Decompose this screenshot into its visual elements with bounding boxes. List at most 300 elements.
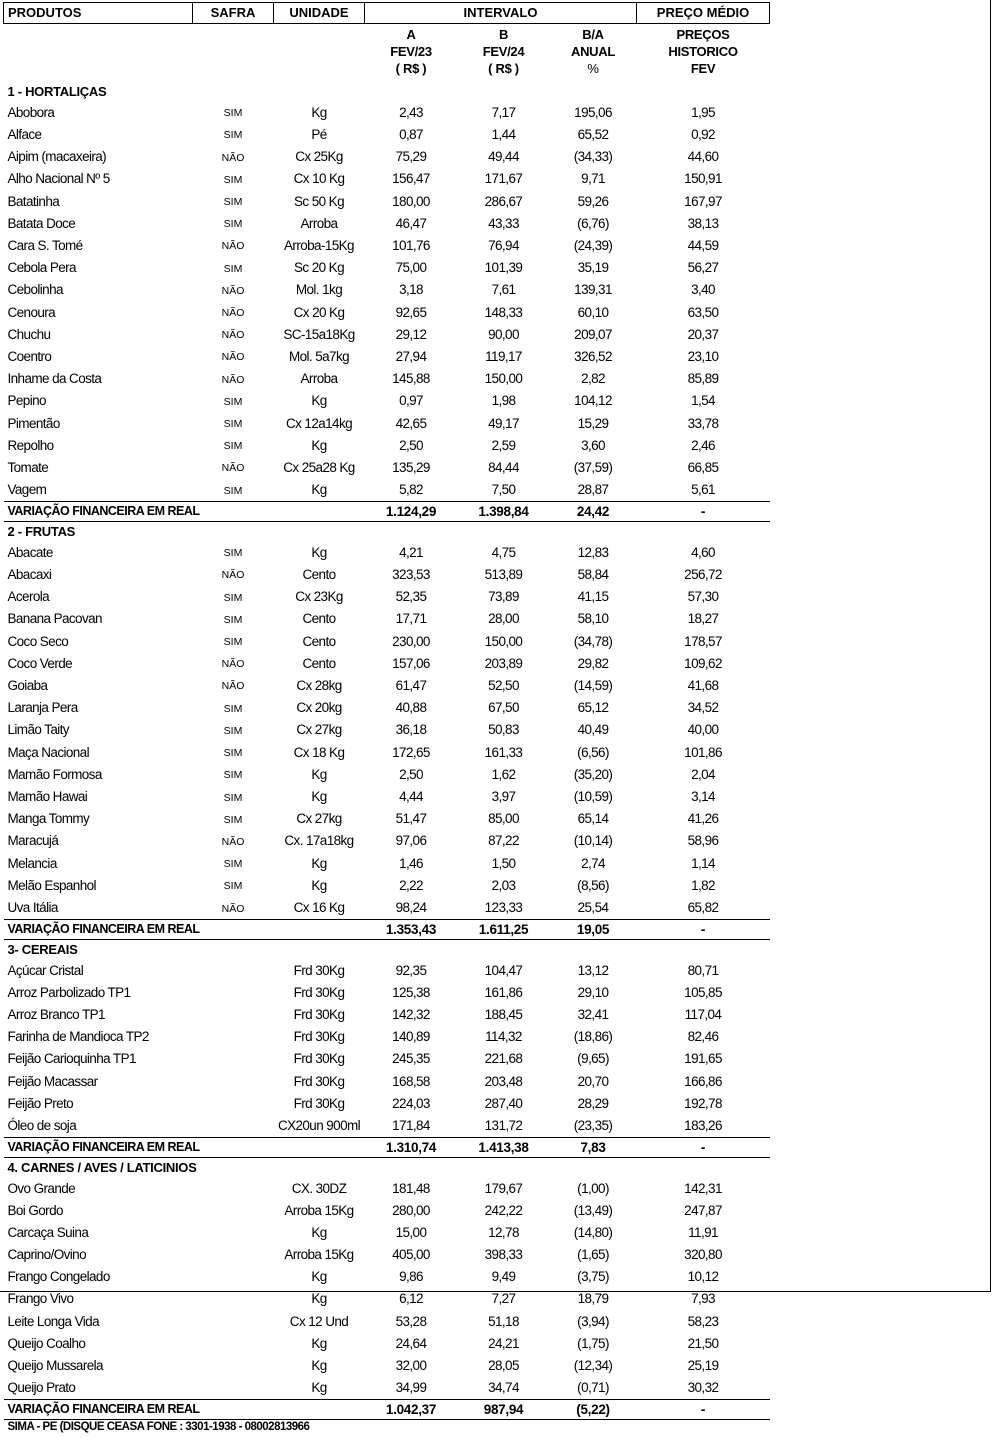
safra-value <box>193 1244 274 1266</box>
historic-price: 105,85 <box>684 984 722 1000</box>
footer-source: SIMA - PE (DISQUE CEASA FONE : 3301-1938 - 08002813966 <box>7 1421 310 1434</box>
historic-price: 41,68 <box>687 677 719 693</box>
price-b: 4,75 <box>491 544 516 560</box>
product-name: Chuchu <box>7 326 51 342</box>
price-a: 0,97 <box>399 393 423 409</box>
historic-price: 4,60 <box>691 544 715 560</box>
annual-variation: (9,65) <box>577 1051 609 1067</box>
price-a: 34,99 <box>395 1380 427 1396</box>
unit-value: Cx 12a14kg <box>285 415 353 431</box>
annual-variation: 28,87 <box>577 482 609 498</box>
safra-value <box>193 1004 274 1026</box>
safra-value: NÃO <box>221 240 245 253</box>
section-title: 1 - HORTALIÇAS <box>7 84 107 99</box>
annual-variation: 18,79 <box>577 1291 609 1307</box>
total-label: VARIAÇÃO FINANCEIRA EM REAL <box>4 1137 365 1157</box>
price-a: 5,82 <box>399 482 423 498</box>
price-a: 323,53 <box>392 566 430 582</box>
historic-price: 33,78 <box>687 415 719 431</box>
total-price-a: 1.124,29 <box>365 501 458 521</box>
product-name: Pepino <box>7 393 46 409</box>
price-b: 161,33 <box>484 744 523 760</box>
price-b: 101,39 <box>484 260 523 276</box>
historic-price: 80,71 <box>687 962 719 978</box>
product-name: Limão Taity <box>7 722 69 738</box>
unit-value: Frd 30Kg <box>293 962 345 978</box>
product-name: Coentro <box>7 348 52 364</box>
safra-value: NÃO <box>221 835 245 848</box>
unit-value: Frd 30Kg <box>293 1051 345 1067</box>
section-header <box>4 1157 770 1177</box>
safra-value: SIM <box>223 724 243 737</box>
price-a: 405,00 <box>392 1247 430 1263</box>
annual-variation: (6,76) <box>577 215 609 231</box>
col-b-period: FEV/24 <box>482 44 525 59</box>
safra-value: SIM <box>223 547 243 560</box>
unit-value: Cx 25a28 Kg <box>283 459 355 475</box>
product-name: Mamão Formosa <box>7 766 102 782</box>
annual-variation: 326,52 <box>574 348 612 364</box>
price-b: 24,21 <box>488 1335 519 1351</box>
header-produtos: PRODUTOS <box>4 3 193 24</box>
price-a: 140,89 <box>392 1029 430 1045</box>
price-b: 398,33 <box>484 1247 523 1263</box>
safra-value: NÃO <box>221 658 245 671</box>
price-b: 221,68 <box>484 1051 523 1067</box>
unit-value: Kg <box>311 104 327 120</box>
historic-price: 30,32 <box>687 1380 719 1396</box>
table-row <box>4 323 770 345</box>
price-a: 145,88 <box>392 371 430 387</box>
product-name: Laranja Pera <box>7 700 78 716</box>
price-a: 27,94 <box>395 348 427 364</box>
total-price-a: 1.353,43 <box>365 919 458 939</box>
total-annual-variation: 7,83 <box>550 1137 637 1157</box>
table-row <box>4 652 770 674</box>
historic-price: 20,37 <box>687 326 719 342</box>
safra-value <box>193 1070 274 1092</box>
section-title: 2 - FRUTAS <box>7 524 76 540</box>
safra-value: SIM <box>223 880 243 893</box>
unit-value: Arroba 15Kg <box>284 1247 354 1263</box>
price-b: 76,94 <box>488 237 519 253</box>
price-a: 2,43 <box>399 104 423 120</box>
section-title: 4. CARNES / AVES / LATICINIOS <box>7 1159 197 1175</box>
table-row <box>4 1332 770 1354</box>
table-row <box>4 279 770 301</box>
price-b: 28,00 <box>488 611 519 627</box>
annual-variation: (14,80) <box>573 1224 613 1240</box>
historic-price: 1,82 <box>691 877 715 893</box>
product-name: Goiaba <box>7 677 48 693</box>
safra-value: SIM <box>223 218 243 231</box>
unit-value: Kg <box>311 1358 327 1374</box>
product-name: Uva Itália <box>7 900 58 916</box>
annual-variation: 20,70 <box>577 1073 609 1089</box>
unit-value: Arroba 15Kg <box>284 1202 354 1218</box>
table-row <box>4 1221 770 1243</box>
price-a: 40,88 <box>395 700 427 716</box>
price-b: 179,67 <box>484 1180 523 1196</box>
price-a: 280,00 <box>392 1202 430 1218</box>
price-b: 171,67 <box>484 171 523 187</box>
product-name: Arroz Parbolizado TP1 <box>7 984 131 1000</box>
price-b: 286,67 <box>484 193 523 209</box>
total-price-b: 987,94 <box>458 1399 550 1419</box>
product-name: Cara S. Tomé <box>7 237 83 253</box>
product-name: Feijão Preto <box>7 1095 74 1111</box>
table-row <box>4 674 770 696</box>
price-a: 4,21 <box>399 544 423 560</box>
safra-value: SIM <box>223 769 243 782</box>
unit-value: Cento <box>302 655 336 671</box>
unit-value: Arroba <box>300 215 338 231</box>
annual-variation: (10,59) <box>573 789 613 804</box>
price-b: 104,47 <box>484 962 523 978</box>
product-name: Abacate <box>7 544 53 560</box>
total-label: VARIAÇÃO FINANCEIRA EM REAL <box>4 501 365 521</box>
historic-price: 10,12 <box>687 1269 719 1285</box>
price-a: 171,84 <box>392 1117 430 1133</box>
annual-variation: 59,26 <box>577 193 609 209</box>
price-b: 67,50 <box>488 700 519 716</box>
unit-value: Cento <box>302 566 336 582</box>
price-b: 131,72 <box>484 1117 523 1133</box>
price-a: 172,65 <box>392 744 430 760</box>
historic-price: 1,54 <box>691 393 715 409</box>
table-row <box>4 1310 770 1332</box>
historic-price: 183,26 <box>684 1117 722 1133</box>
total-annual-variation: (5,22) <box>550 1399 637 1419</box>
price-a: 32,00 <box>395 1358 427 1374</box>
price-a: 36,18 <box>395 722 427 738</box>
historic-price: 56,27 <box>687 260 719 276</box>
unit-value: Cx 16 Kg <box>293 900 345 916</box>
table-row <box>4 697 770 719</box>
historic-price: 320,80 <box>684 1247 722 1263</box>
annual-variation: 65,12 <box>577 700 609 716</box>
annual-variation: 13,12 <box>577 962 609 978</box>
unit-value: Cx 20 Kg <box>293 304 345 320</box>
safra-value: NÃO <box>221 151 245 164</box>
historic-price: 34,52 <box>687 700 719 716</box>
price-a: 17,71 <box>395 611 427 627</box>
safra-value: SIM <box>223 107 243 120</box>
historic-price: 63,50 <box>687 304 719 320</box>
annual-variation: (35,20) <box>573 766 613 782</box>
product-name: Mamão Hawai <box>7 789 88 804</box>
safra-value: SIM <box>223 858 243 871</box>
product-name: Tomate <box>7 459 49 475</box>
table-row <box>4 959 770 981</box>
table-row <box>4 586 770 608</box>
table-row <box>4 981 770 1003</box>
safra-value: SIM <box>223 395 243 408</box>
safra-value: NÃO <box>221 902 245 915</box>
historic-price: 256,72 <box>684 566 722 582</box>
subheader-col-hist <box>637 24 770 83</box>
safra-value <box>193 1114 274 1137</box>
unit-value: Cento <box>302 633 336 649</box>
product-name: Frango Vivo <box>7 1291 74 1307</box>
price-b: 2,59 <box>491 437 516 453</box>
historic-price: 178,57 <box>684 633 722 649</box>
annual-variation: (1,65) <box>577 1247 609 1263</box>
safra-value: NÃO <box>221 307 245 320</box>
unit-value: Cx 23Kg <box>295 589 343 605</box>
col-a-period: FEV/23 <box>390 44 432 59</box>
safra-value <box>193 1177 274 1199</box>
safra-value: SIM <box>223 418 243 431</box>
table-row <box>4 301 770 323</box>
safra-value <box>193 1332 274 1354</box>
table-row <box>4 1026 770 1048</box>
product-name: Carcaça Suina <box>7 1224 89 1240</box>
price-b: 3,97 <box>491 789 516 804</box>
unit-value: Kg <box>311 766 327 782</box>
safra-value <box>193 1092 274 1114</box>
price-b: 12,78 <box>488 1224 519 1240</box>
price-b: 287,40 <box>484 1095 523 1111</box>
annual-variation: (34,78) <box>573 633 613 649</box>
subheader-row <box>4 24 770 83</box>
price-b: 161,86 <box>484 984 523 1000</box>
historic-price: 58,23 <box>687 1313 719 1329</box>
unit-value: Kg <box>311 877 327 893</box>
historic-price: 1,14 <box>691 855 715 871</box>
unit-value: Arroba-15Kg <box>284 237 354 253</box>
price-a: 6,12 <box>399 1291 423 1307</box>
unit-value: Kg <box>311 1224 327 1240</box>
table-row <box>4 368 770 390</box>
product-name: Banana Pacovan <box>7 611 102 627</box>
price-a: 42,65 <box>395 415 427 431</box>
price-table-sheet <box>3 2 769 1438</box>
table-row <box>4 874 770 896</box>
price-a: 101,76 <box>392 237 430 253</box>
price-a: 9,86 <box>399 1269 423 1285</box>
annual-variation: (18,86) <box>573 1029 613 1045</box>
safra-value <box>193 1048 274 1070</box>
product-name: Queijo Coalho <box>7 1335 86 1351</box>
table-row <box>4 1266 770 1288</box>
section-header <box>4 82 770 101</box>
table-row <box>4 1114 770 1137</box>
unit-value: Cx 20kg <box>296 700 342 716</box>
historic-price: 101,86 <box>684 744 722 760</box>
historic-price: 18,27 <box>687 611 719 627</box>
annual-variation: 2,74 <box>581 855 605 871</box>
price-b: 51,18 <box>488 1313 519 1329</box>
table-row <box>4 763 770 785</box>
table-row <box>4 190 770 212</box>
safra-value <box>193 1026 274 1048</box>
safra-value <box>193 1355 274 1377</box>
price-b: 7,27 <box>491 1291 516 1307</box>
safra-value: NÃO <box>221 680 245 693</box>
product-name: Melão Espanhol <box>7 877 96 893</box>
historic-price: 65,82 <box>687 900 719 916</box>
historic-price: 21,50 <box>687 1335 719 1351</box>
safra-value: NÃO <box>221 569 245 582</box>
safra-value <box>193 959 274 981</box>
price-a: 61,47 <box>395 677 427 693</box>
unit-value: Sc 20 Kg <box>294 260 344 276</box>
table-row <box>4 146 770 168</box>
historic-price: 38,13 <box>687 215 719 231</box>
annual-variation: (6,56) <box>577 744 609 760</box>
price-b: 87,22 <box>488 833 519 849</box>
product-name: Batatinha <box>7 193 60 209</box>
product-name: Leite Longa Vida <box>7 1313 99 1329</box>
price-a: 2,22 <box>399 877 423 893</box>
table-row <box>4 1244 770 1266</box>
product-name: Pimentão <box>7 415 60 431</box>
price-b: 119,17 <box>485 348 522 364</box>
table-row <box>4 808 770 830</box>
unit-value: Kg <box>311 789 327 804</box>
historic-price: 41,26 <box>687 811 719 827</box>
product-name: Coco Verde <box>7 655 73 671</box>
unit-value: Kg <box>311 482 327 498</box>
table-row <box>4 563 770 585</box>
product-name: Maça Nacional <box>7 744 89 760</box>
annual-variation: 9,71 <box>581 171 605 187</box>
total-row <box>4 919 770 939</box>
table-row <box>4 1092 770 1114</box>
safra-value <box>193 1288 274 1310</box>
product-name: Coco Seco <box>7 633 69 649</box>
table-row <box>4 479 770 502</box>
unit-value: Kg <box>311 1380 327 1396</box>
price-a: 2,50 <box>399 766 423 782</box>
unit-value: Mol. 1kg <box>295 282 343 298</box>
price-a: 157,06 <box>392 655 430 671</box>
price-b: 2,03 <box>491 877 516 893</box>
table-row <box>4 456 770 478</box>
price-b: 1,44 <box>491 126 516 142</box>
table-row <box>4 234 770 256</box>
unit-value: Kg <box>311 544 327 560</box>
price-b: 150,00 <box>484 633 523 649</box>
product-name: Abacaxi <box>7 566 52 582</box>
historic-price: 150,91 <box>684 171 722 187</box>
annual-variation: (8,56) <box>577 877 609 893</box>
annual-variation: 40,49 <box>577 722 609 738</box>
unit-value: Mol. 5a7kg <box>288 348 350 364</box>
price-table <box>3 2 770 1438</box>
annual-variation: 29,10 <box>577 984 609 1000</box>
annual-variation: 58,10 <box>577 611 609 627</box>
table-row <box>4 786 770 808</box>
safra-value: SIM <box>223 484 243 497</box>
price-a: 75,29 <box>395 149 427 165</box>
table-row <box>4 741 770 763</box>
annual-variation: 28,29 <box>577 1095 609 1111</box>
section-title: 3- CEREAIS <box>7 941 78 957</box>
safra-value: SIM <box>223 262 243 275</box>
annual-variation: (23,35) <box>573 1117 613 1133</box>
historic-price: 109,62 <box>684 655 722 671</box>
safra-value: SIM <box>223 813 243 826</box>
col-a-unit: ( R$ ) <box>395 61 427 76</box>
historic-price: 5,61 <box>691 482 715 498</box>
safra-value: SIM <box>223 636 243 649</box>
historic-price: 166,86 <box>684 1073 722 1089</box>
price-a: 3,18 <box>399 282 423 298</box>
price-b: 84,44 <box>488 459 519 475</box>
header-unidade: UNIDADE <box>274 3 365 24</box>
price-b: 73,89 <box>488 589 519 605</box>
product-name: Feijão Carioquinha TP1 <box>7 1051 136 1067</box>
total-annual-variation: 19,05 <box>550 919 637 939</box>
table-row <box>4 212 770 234</box>
safra-value <box>193 1310 274 1332</box>
table-row <box>4 719 770 741</box>
price-a: 52,35 <box>395 589 427 605</box>
price-a: 156,47 <box>392 171 430 187</box>
price-b: 203,48 <box>484 1073 523 1089</box>
section-header <box>4 522 770 542</box>
price-b: 34,74 <box>488 1380 519 1396</box>
safra-value: NÃO <box>221 462 245 475</box>
annual-variation: 12,83 <box>577 544 609 560</box>
table-row <box>4 1288 770 1310</box>
safra-value: SIM <box>223 196 243 209</box>
table-row <box>4 897 770 920</box>
product-name: Feijão Macassar <box>7 1073 98 1089</box>
historic-price: 3,14 <box>691 789 715 804</box>
table-row <box>4 608 770 630</box>
product-name: Cebola Pera <box>7 260 76 276</box>
col-ba-letter: B/A <box>582 27 604 42</box>
table-row <box>4 1355 770 1377</box>
unit-value: Kg <box>311 1291 327 1307</box>
subheader-col-ba <box>550 24 637 83</box>
unit-value: Frd 30Kg <box>293 984 345 1000</box>
historic-price: 142,31 <box>684 1180 722 1196</box>
product-name: Manga Tommy <box>7 811 90 827</box>
safra-value: SIM <box>223 702 243 715</box>
historic-price: 191,65 <box>684 1051 722 1067</box>
price-a: 245,35 <box>392 1051 430 1067</box>
product-name: Repolho <box>7 437 54 453</box>
product-name: Acerola <box>7 589 50 605</box>
historic-price: 117,04 <box>684 1006 722 1022</box>
product-name: Cebolinha <box>7 282 63 298</box>
historic-price: 0,92 <box>691 126 715 142</box>
price-a: 98,24 <box>395 900 427 916</box>
historic-price: 66,85 <box>687 459 719 475</box>
historic-price: 3,40 <box>691 282 715 298</box>
price-a: 135,29 <box>392 459 430 475</box>
unit-value: Frd 30Kg <box>293 1029 345 1045</box>
annual-variation: 65,14 <box>577 811 609 827</box>
unit-value: Cx 27kg <box>296 811 342 827</box>
price-b: 1,50 <box>491 855 516 871</box>
product-name: Batata Doce <box>7 215 76 231</box>
table-row <box>4 434 770 456</box>
safra-value: SIM <box>223 791 243 804</box>
total-label: VARIAÇÃO FINANCEIRA EM REAL <box>4 1399 365 1419</box>
price-a: 168,58 <box>392 1073 430 1089</box>
price-b: 9,49 <box>491 1269 516 1285</box>
historic-price: 58,96 <box>687 833 719 849</box>
unit-value: Cx 25Kg <box>295 149 343 165</box>
total-price-b: 1.413,38 <box>458 1137 550 1157</box>
price-b: 50,83 <box>488 722 519 738</box>
unit-value: Cx. 17a18kg <box>284 833 354 849</box>
